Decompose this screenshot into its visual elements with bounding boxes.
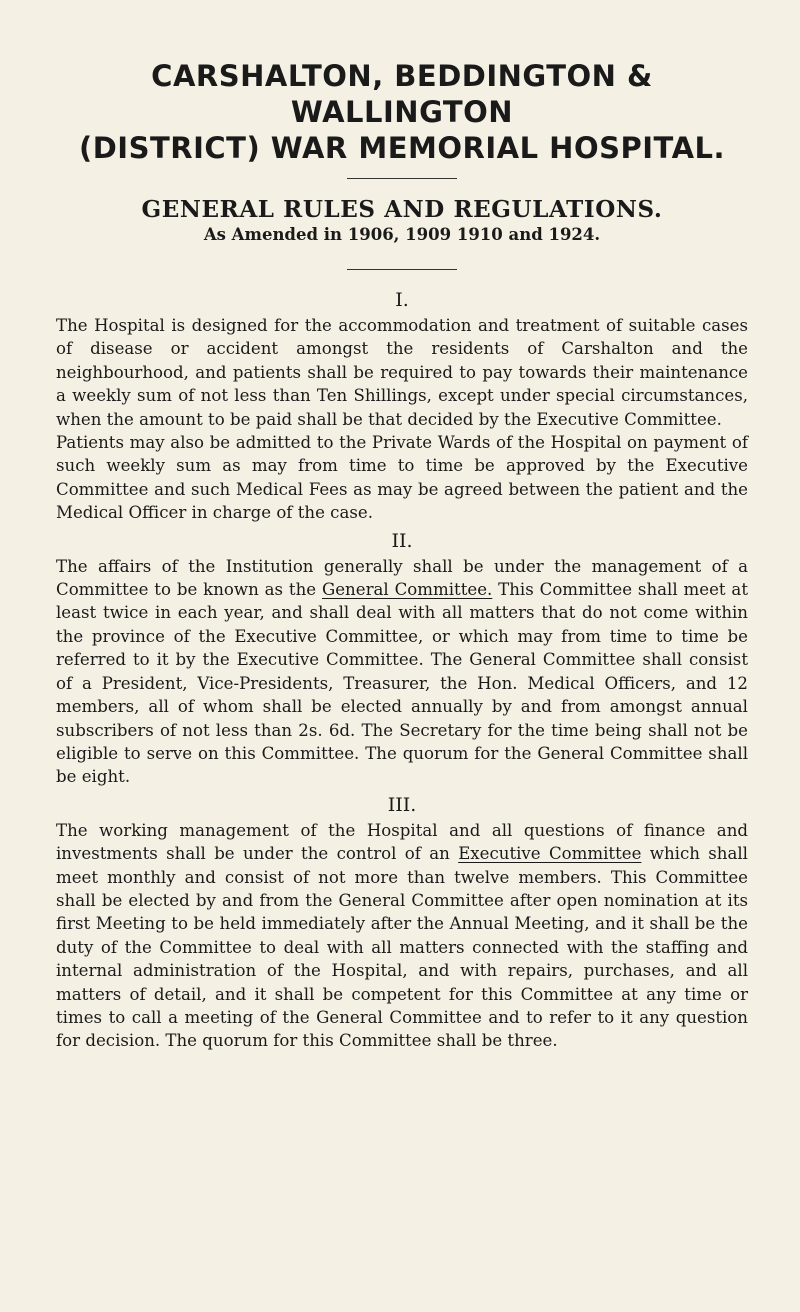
divider [347,269,457,270]
divider [347,178,457,179]
section-3-text-start: The working management of the Hospital and all questions of finance and investments shall be under the control of an [56,820,748,864]
section-1-paragraph-2: Patients may also be admitted to the Private Wards of the Hospital on payment of such weekly sum as may from time to time be approved by the Executive Committee and such Medical Fees as may be agreed between the patient and the Medical Officer in charge of the case. [56,433,748,523]
section-3-paragraph [56,819,748,1053]
section-3-text-end: which shall meet monthly and consist of not more than twelve members. This Committee shall be elected by and from the General Committee after open nomination at its first Meeting to be held immediately after the Annual Meeting, and it shall be the duty of the Committee to deal with all matters connected with the staffing and internal administration of the Hospital, and with repairs, purchases, and all matters of detail, and it shall be competent for this Committee at any time or times to call a meeting of the General Committee and to refer to it any question for decision. The quorum for this Committee shall be three. [56,844,748,1051]
section-number: I. [395,289,409,311]
section-1 [56,286,748,525]
subtitle: GENERAL RULES AND REGULATIONS. [141,196,663,223]
document-page [56,58,748,1053]
section-2 [56,527,748,789]
general-committee-term: General Committee. [321,580,493,600]
section-2-paragraph [56,555,748,789]
amended-note: As Amended in 1906, 1909 1910 and 1924. [203,225,601,244]
title-line-2: (DISTRICT) WAR MEMORIAL HOSPITAL. [78,131,726,165]
section-number: II. [391,529,413,552]
section-2-text-start: The affairs of the Institution generally shall be under the management of a Committee to be known as the [56,556,748,600]
title-line-1: CARSHALTON, BEDDINGTON & WALLINGTON [151,59,653,129]
section-number: III. [387,793,417,816]
section-2-text-end: This Committee shall meet at least twice in each year, and shall deal with all matters that do not come within the province of the Executive Committee, or which may from time to time be referred to it by the Executive Committee. The General Committee shall consist of a President, Vice-Presidents, Treasurer, the Hon. Medical Officers, and 12 members, all of whom shall be elected annually by and from amongst annual subscribers of not less than 2s. 6d. The Secretary for the time being shall not be eligible to serve on this Committee. The quorum for the General Committee shall be eight. [56,580,748,787]
section-3 [56,791,748,1053]
executive-committee-term: Executive Committee [458,844,642,864]
document-title [56,58,748,166]
section-1-paragraph-1: The Hospital is designed for the accommodation and treatment of suitable cases of disease or accident amongst the residents of Carshalton and the neighbourhood, and patients shall be required to pay towards their maintenance a weekly sum of not less than Ten Shillings, except under special circumstances, when the amount to be paid shall be that decided by the Executive Committee. [56,316,748,429]
